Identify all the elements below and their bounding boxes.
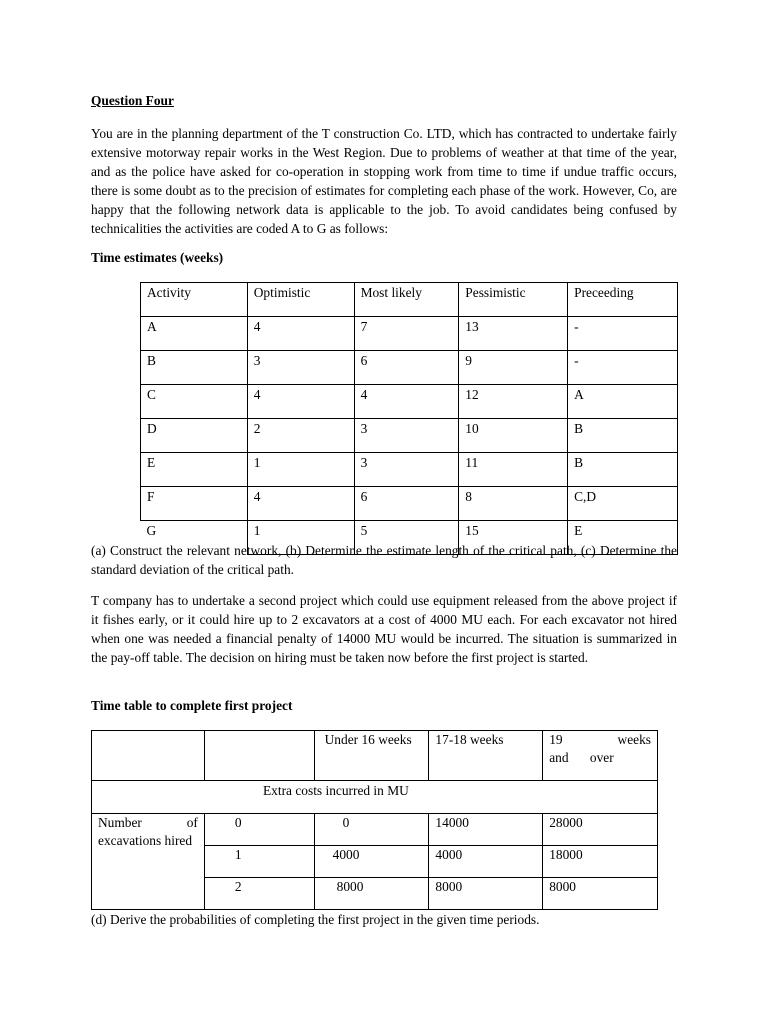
header-cell: Pessimistic <box>459 283 568 317</box>
table-cell: 8000 <box>429 878 543 910</box>
table-cell: 8000 <box>314 878 429 910</box>
table-cell: B <box>568 419 678 453</box>
table-cell: 4000 <box>314 846 429 878</box>
question-title: Question Four <box>91 93 174 108</box>
table-cell: C <box>141 385 248 419</box>
table-row <box>141 453 678 487</box>
table-cell: 12 <box>459 385 568 419</box>
part-d-instructions: (d) Derive the probabilities of completing the first project in the given time periods. <box>91 912 540 927</box>
table-cell: 3 <box>354 419 459 453</box>
header-cell: Preceeding <box>568 283 678 317</box>
table-cell: B <box>141 351 248 385</box>
intro-paragraph: You are in the planning department of the T construction Co. LTD, which has contracted to undertake fairly extensive motorway repair works in the West Region. Due to problems of weather at that time of the year, and as the police have asked for co-operation in stopping work from time to time if undue traffic occurs, there is some doubt as to the precision of estimates for completing each phase of the work. However, Co, are happy that the following network data is applicable to the job. To avoid candidates being confused by technicalities the activities are coded A to G as follows: <box>91 126 677 236</box>
table-cell: 11 <box>459 453 568 487</box>
table-row <box>141 419 678 453</box>
table-row <box>141 317 678 351</box>
table-cell: 15 <box>459 521 568 555</box>
table-cell: 4000 <box>429 846 543 878</box>
table-cell: 14000 <box>429 814 543 846</box>
table-cell: 6 <box>354 351 459 385</box>
table-cell: A <box>568 385 678 419</box>
header-cell: Activity <box>141 283 248 317</box>
table-cell: 3 <box>354 453 459 487</box>
table-row <box>141 487 678 521</box>
table-cell: 1 <box>247 521 354 555</box>
time-estimates-heading: Time estimates (weeks) <box>91 250 224 265</box>
table-cell: 13 <box>459 317 568 351</box>
hired-count: 1 <box>204 846 314 878</box>
table-cell: 7 <box>354 317 459 351</box>
empty-cell <box>204 731 314 781</box>
table-cell: D <box>141 419 248 453</box>
table-cell: 4 <box>247 317 354 351</box>
part-abc-instructions: (a) Construct the relevant network, (b) Determine the estimate length of the critical path, (c) Determine the standard deviation of the critical path. <box>91 543 677 577</box>
table-row <box>92 814 658 846</box>
table-cell: E <box>141 453 248 487</box>
table-cell: C,D <box>568 487 678 521</box>
header-cell: 17-18 weeks <box>429 731 543 781</box>
header-cell: Under 16 weeks <box>314 731 429 781</box>
header-cell: 19 weeks and over <box>543 731 658 781</box>
empty-cell <box>92 731 205 781</box>
hired-count: 2 <box>204 878 314 910</box>
table-cell: 4 <box>247 487 354 521</box>
second-project-paragraph: T company has to undertake a second project which could use equipment released from the above project if it fishes early, or it could hire up to 2 excavators at a cost of 4000 MU each. For each excavator not hired when one was needed a financial penalty of 14000 MU would be incurred. The situation is summarized in the pay-off table. The decision on hiring must be taken now before the first project is started. <box>91 593 677 665</box>
table-cell: 1 <box>247 453 354 487</box>
table-cell: F <box>141 487 248 521</box>
table-cell: 6 <box>354 487 459 521</box>
table-cell: 9 <box>459 351 568 385</box>
table-cell: A <box>141 317 248 351</box>
table-row <box>141 351 678 385</box>
payoff-table <box>91 730 658 910</box>
header-cell: Optimistic <box>247 283 354 317</box>
table-cell: 8000 <box>543 878 658 910</box>
table-cell: 4 <box>247 385 354 419</box>
table-header-row <box>92 731 658 781</box>
table-header-row <box>141 283 678 317</box>
table-row <box>141 385 678 419</box>
table-cell: 8 <box>459 487 568 521</box>
row-label: Number of excavations hired <box>92 814 205 910</box>
table-cell: 10 <box>459 419 568 453</box>
table-row <box>92 781 658 814</box>
hired-count: 0 <box>204 814 314 846</box>
table-cell: 18000 <box>543 846 658 878</box>
table-cell: - <box>568 351 678 385</box>
table-cell: - <box>568 317 678 351</box>
table-cell: G <box>141 521 248 555</box>
table-cell: B <box>568 453 678 487</box>
table-cell: 2 <box>247 419 354 453</box>
table-cell: 28000 <box>543 814 658 846</box>
extra-costs-label: Extra costs incurred in MU <box>92 781 658 814</box>
time-estimates-table <box>140 282 678 555</box>
timetable-heading: Time table to complete first project <box>91 698 293 713</box>
table-cell: 0 <box>314 814 429 846</box>
table-cell: E <box>568 521 678 555</box>
table-cell: 4 <box>354 385 459 419</box>
table-cell: 5 <box>354 521 459 555</box>
table-cell: 3 <box>247 351 354 385</box>
header-cell: Most likely <box>354 283 459 317</box>
